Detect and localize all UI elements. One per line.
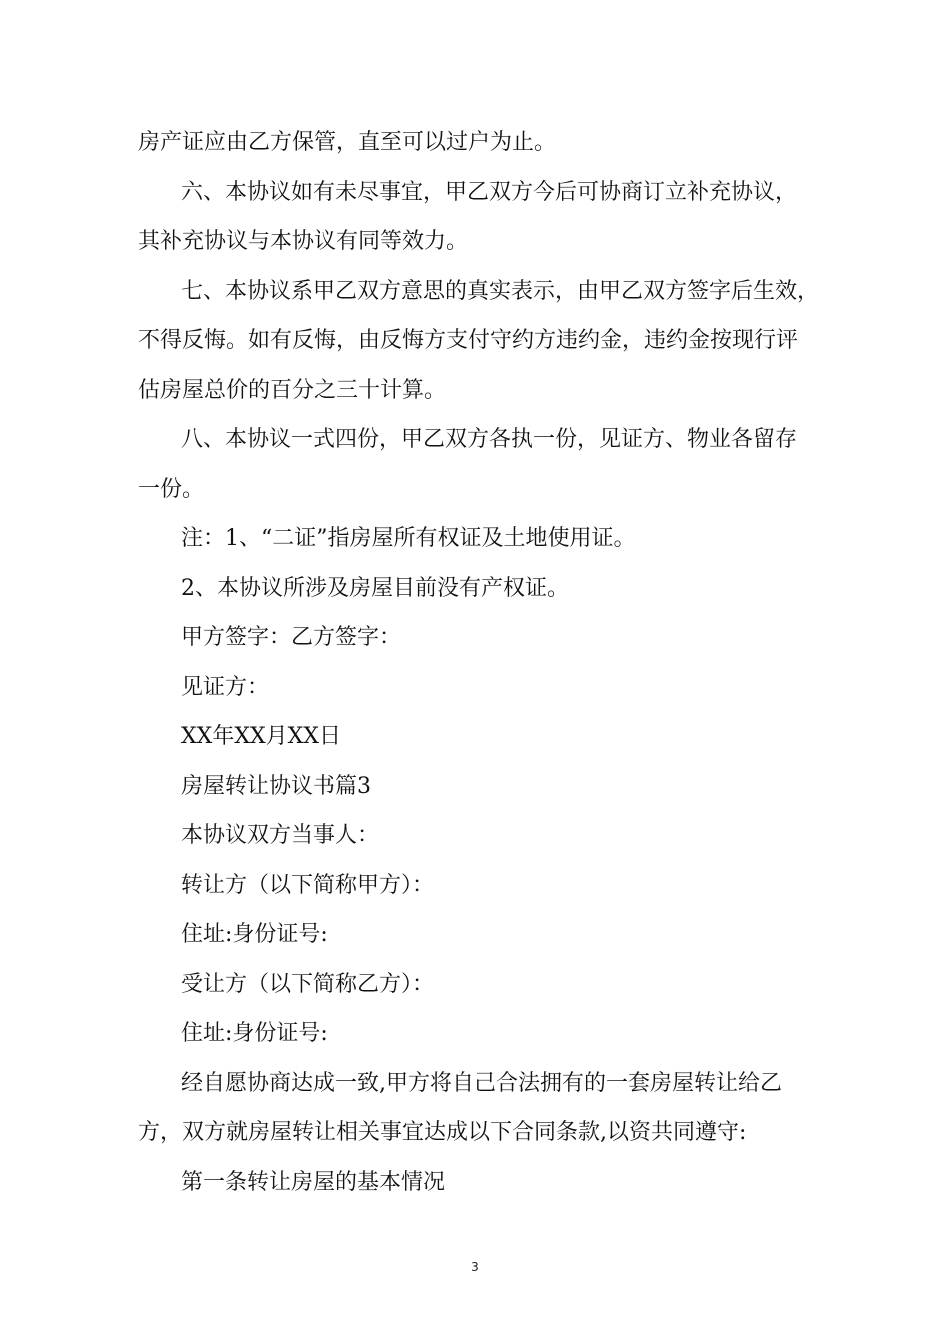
note-line: 注：1、“二证”指房屋所有权证及土地使用证。: [181, 526, 636, 551]
party-address-line: 住址:身份证号:: [181, 922, 328, 947]
paragraph-line: 七、本协议系甲乙双方意思的真实表示，由甲乙双方签字后生效，: [181, 278, 820, 304]
page-number: 3: [471, 1260, 479, 1274]
paragraph-line: 房产证应由乙方保管，直至可以过户为止。: [138, 130, 557, 155]
paragraph-line: 六、本协议如有未尽事宜，甲乙双方今后可协商订立补充协议，: [181, 179, 798, 205]
party-address-line: 住址:身份证号:: [181, 1021, 328, 1046]
paragraph-line: 其补充协议与本协议有同等效力。: [138, 229, 469, 254]
paragraph-line: 一份。: [138, 476, 205, 502]
paragraph-line: 不得反悔。如有反悔，由反悔方支付守约方违约金，违约金按现行评: [138, 328, 799, 353]
note-line: 2、本协议所涉及房屋目前没有产权证。: [181, 575, 569, 601]
paragraph-line: 八、本协议一式四份，甲乙双方各执一份，见证方、物业各留存: [181, 427, 798, 452]
signature-line: 甲方签字：乙方签字：: [181, 625, 402, 650]
paragraph-line: 经自愿协商达成一致,甲方将自己合法拥有的一套房屋转让给乙: [181, 1070, 782, 1096]
witness-line: 见证方：: [181, 674, 270, 700]
date-line: XX年XX月XX日: [181, 724, 341, 749]
document-body: [138, 118, 828, 1207]
party-line: 受让方（以下简称乙方）：: [181, 971, 435, 997]
clause-heading: 第一条转让房屋的基本情况: [181, 1169, 446, 1195]
paragraph-line: 估房屋总价的百分之三十计算。: [138, 377, 447, 403]
paragraph-line: 本协议双方当事人：: [181, 823, 380, 848]
party-line: 转让方（以下简称甲方）：: [181, 872, 435, 898]
paragraph-line: 方，双方就房屋转让相关事宜达成以下合同条款,以资共同遵守:: [138, 1120, 747, 1145]
section-title: 房屋转让协议书篇3: [181, 773, 371, 799]
